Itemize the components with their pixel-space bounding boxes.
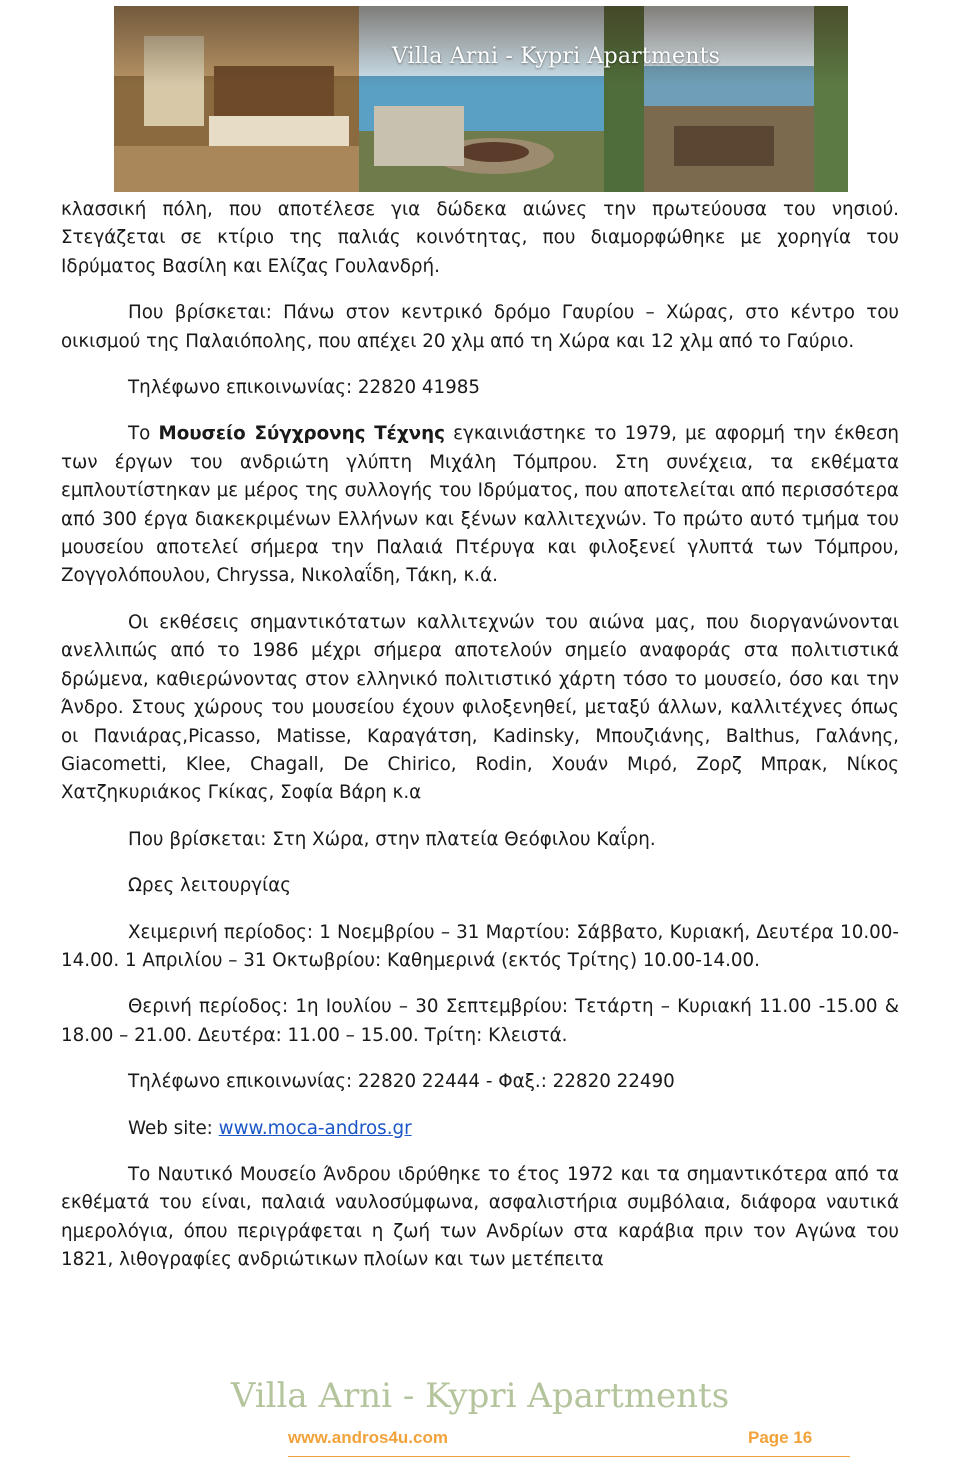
web-site-link[interactable]: www.moca-andros.gr [218,1117,412,1139]
paragraph: Τηλέφωνο επικοινωνίας: 22820 41985 [128,377,481,399]
paragraph [61,1115,899,1143]
text: εγκαινιάστηκε το 1979, με αφορμή την έκθεση των έργων του ανδριώτη γλύπτη Μιχάλη Τόμπρου. Στη συνέχεια, τα εκθέματα εμπλουτίστηκαν με μέρος της συλλογής του Ιδρύματος, που αποτελείται από περισσότερα από 300 έργα διακεκριμένων Ελλήνων και ξένων καλλιτεχνών. Το πρώτο αυτό τμήμα του μουσείου αποτελεί σήμερα την Παλαιά Πτέρυγα και φιλοξενεί γλυπτά των Τόμπρου, Ζογγολόπουλου, Chryssa, Νικολαΐδη, Τάκη, κ.ά. [61,423,899,587]
footer-divider [288,1456,850,1457]
paragraph: Που βρίσκεται: Πάνω στον κεντρικό δρόμο Γαυρίου – Χώρας, στο κέντρο του οικισμού της Παλαιόπολης, που απέχει 20 χλμ από τη Χώρα και 12 χλμ από το Γαύριο. [61,302,899,352]
paragraph: Χειμερινή περίοδος: 1 Νοεμβρίου – 31 Μαρτίου: Σάββατο, Κυριακή, Δευτέρα 10.00-14.00. 1 Απριλίου – 31 Οκτωβρίου: Καθημερινά (εκτός Τρίτης) 10.00-14.00. [61,921,899,971]
banner-title: Villa Arni - Kypri Apartments [391,44,721,69]
banner-photos [114,6,848,192]
document-body [61,196,899,1275]
paragraph: Οι εκθέσεις σημαντικότατων καλλιτεχνών του αιώνα μας, που διοργανώνονται ανελλιπώς από το 1986 μέχρι σήμερα αποτελούν σημείο αναφοράς στα πολιτιστικά δρώμενα, καθιερώνοντας στον ελληνικό πολιτιστικό χάρτη τόσο το μουσείο, όσο και την Άνδρο. Στους χώρους του μουσείου έχουν φιλοξενηθεί, μεταξύ άλλων, καλλιτέχνες όπως οι Πανιάρας,Picasso, Matisse, Καραγάτση, Kadinsky, Μπουζιάνης, Balthus, Γαλάνης, Giacometti, Klee, Chagall, De Chirico, Rodin, Χουάν Μιρό, Ζορζ Μπρακ, Νίκος Χατζηκυριάκος Γκίκας, Σοφία Βάρη κ.α [61,611,899,804]
text: Το [128,423,159,445]
paragraph: Θερινή περίοδος: 1η Ιουλίου – 30 Σεπτεμβρίου: Τετάρτη – Κυριακή 11.00 -15.00 & 18.00 – 21.00. Δευτέρα: 11.00 – 15.00. Τρίτη: Κλειστά. [61,996,899,1046]
paragraph: κλασσική πόλη, που αποτέλεσε για δώδεκα αιώνες την πρωτεύουσα του νησιού. Στεγάζεται σε κτίριο της παλιάς κοινότητας, που διαμορφώθηκε με χορηγία του Ιδρύματος Βασίλη και Ελίζας Γουλανδρή. [61,199,899,277]
paragraph: Το Ναυτικό Μουσείο Άνδρου ιδρύθηκε το έτος 1972 και τα σημαντικότερα από τα εκθέματά του είναι, παλαιά ναυλοσύμφωνα, ασφαλιστήρια συμβόλαια, διάφορα ναυτικά ημερολόγια, όπου περιγράφεται η ζωή των Ανδρίων στα καράβια πριν τον Αγώνα του 1821, λιθογραφίες ανδριώτικων πλοίων και των μετέπειτα [61,1163,899,1271]
paragraph [61,420,899,590]
footer-title: Villa Arni - Kypri Apartments [230,1376,730,1416]
paragraph: Ωρες λειτουργίας [128,875,292,897]
paragraph: Που βρίσκεται: Στη Χώρα, στην πλατεία Θεόφιλου Καΐρη. [128,828,656,850]
web-site-label: Web site: [128,1117,219,1139]
page-number: Page 16 [748,1428,813,1447]
header-banner [114,6,848,192]
museum-name: Μουσείο Σύγχρονης Τέχνης [158,423,445,445]
footer-site-link[interactable]: www.andros4u.com [288,1428,448,1447]
paragraph: Τηλέφωνο επικοινωνίας: 22820 22444 - Φαξ.: 22820 22490 [128,1071,675,1093]
